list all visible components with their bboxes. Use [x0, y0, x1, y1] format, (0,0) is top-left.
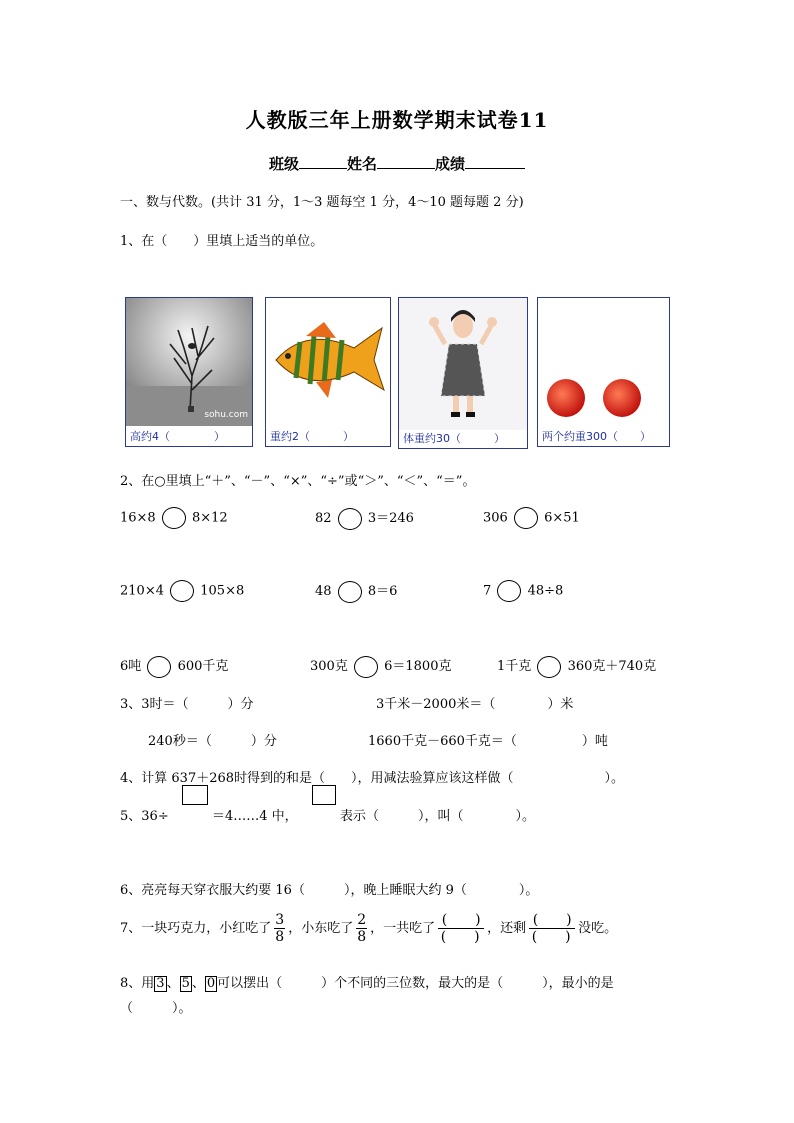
q7-text: ，小东吃了 [288, 921, 354, 936]
denominator: 8 [275, 929, 285, 945]
girl-image [399, 298, 527, 430]
compare-left: 16×8 [120, 510, 156, 526]
answer-fraction[interactable] [529, 912, 575, 945]
score-label: 成绩 [435, 155, 466, 173]
compare-left: 300克 [310, 659, 348, 674]
compare-right: 48÷8 [527, 583, 564, 599]
page-title: 人教版三年上册数学期末试卷11 [245, 108, 549, 132]
answer-circle[interactable] [170, 580, 194, 602]
tree-image [126, 298, 252, 446]
answer-circle[interactable] [162, 507, 186, 529]
separator: 、 [191, 976, 205, 991]
compare-left: 210×4 [120, 583, 164, 599]
question-5-part-2: ＝4……4 中， [212, 809, 298, 824]
answer-circle[interactable] [354, 656, 378, 678]
compare-left: 82 [315, 511, 332, 526]
class-blank[interactable] [299, 154, 347, 169]
question-3-line-2-left: 240秒＝（ ）分 [148, 734, 277, 749]
question-5-part-1: 5、36÷ [120, 809, 169, 824]
question-6: 6、亮亮每天穿衣服大约要 16（ ），晚上睡眠大约 9（ ）。 [120, 883, 539, 898]
compare-right: 8＝6 [367, 584, 398, 599]
fish-image [266, 298, 390, 428]
q7-text: 7、一块巧克力，小红吃了 [120, 921, 272, 936]
compare-item [497, 655, 656, 678]
denominator: ( ) [440, 929, 480, 945]
girl-caption: 体重约30（ ） [403, 432, 505, 445]
denominator: 8 [357, 929, 367, 945]
digit-card: 0 [206, 976, 216, 991]
compare-right: 105×8 [200, 583, 245, 599]
q8-text: 可以摆出（ ）个不同的三位数，最大的是（ ），最小的是 [217, 976, 614, 991]
digit-card: 3 [156, 976, 165, 991]
answer-box[interactable] [312, 785, 336, 805]
compare-right: 8×12 [192, 510, 228, 526]
girl-picture [398, 297, 528, 449]
answer-circle[interactable] [514, 507, 538, 529]
question-8-line-2: （ ）。 [120, 1001, 192, 1016]
question-8 [120, 972, 614, 992]
compare-item [483, 580, 563, 602]
digit-card: 5 [181, 976, 190, 991]
compare-right: 6＝1800克 [384, 659, 452, 674]
compare-left: 6吨 [120, 659, 142, 674]
question-3-line-1-left: 3、3时＝（ ）分 [120, 697, 254, 712]
numerator: ( ) [438, 912, 484, 929]
compare-item [120, 655, 228, 678]
fraction [356, 912, 367, 945]
numerator: 2 [357, 912, 367, 928]
q8-text: 8、用 [120, 976, 155, 991]
numerator: 3 [275, 912, 285, 928]
answer-circle[interactable] [147, 656, 171, 678]
compare-right: 600千克 [177, 659, 229, 674]
compare-right: 3＝246 [367, 511, 414, 526]
answer-box[interactable] [182, 785, 208, 805]
compare-item [120, 580, 244, 602]
compare-left: 48 [315, 584, 332, 599]
compare-item [483, 507, 580, 529]
denominator: ( ) [531, 929, 571, 945]
peaches-caption: 两个约重300（ ） [542, 430, 651, 443]
question-5-part-3: 表示（ ），叫（ ）。 [340, 809, 536, 824]
q7-text: 没吃。 [578, 921, 618, 936]
compare-item [315, 507, 414, 530]
question-3-line-2-right: 1660千克－660千克＝（ ）吨 [368, 734, 608, 749]
fish-caption: 重约2（ ） [270, 430, 354, 443]
name-label: 姓名 [346, 155, 377, 173]
question-2: 2、在○里填上“＋”、“－”、“×”、“÷”或“＞”、“＜”、“＝”。 [120, 474, 476, 489]
name-blank[interactable] [377, 154, 435, 169]
watermark: sohu.com [204, 410, 248, 420]
class-label: 班级 [268, 155, 299, 173]
fish-picture [265, 297, 391, 447]
question-1: 1、在（ ）里填上适当的单位。 [120, 234, 324, 249]
section-heading: 一、数与代数。(共计 31 分，1～3 题每空 1 分，4～10 题每题 2 分) [120, 195, 524, 210]
answer-fraction[interactable] [438, 912, 484, 945]
tree-caption: 高约4（ ） [130, 430, 225, 443]
compare-right: 360克＋740克 [567, 659, 657, 674]
compare-left: 7 [483, 583, 492, 599]
compare-item [120, 507, 228, 529]
numerator: ( ) [529, 912, 575, 929]
tree-picture [125, 297, 253, 447]
compare-left: 306 [483, 510, 508, 526]
compare-item [310, 655, 451, 678]
score-blank[interactable] [465, 154, 525, 169]
question-4: 4、计算 637＋268时得到的和是（ ），用减法验算应该这样做（ ）。 [120, 771, 625, 786]
compare-right: 6×51 [544, 510, 580, 526]
student-info-line [0, 153, 794, 174]
peaches-picture [537, 297, 670, 447]
compare-item [315, 580, 397, 603]
question-7 [120, 912, 617, 945]
separator: 、 [166, 976, 180, 991]
compare-left: 1千克 [497, 659, 532, 674]
q7-text: ，一共吃了 [370, 921, 436, 936]
answer-circle[interactable] [497, 580, 521, 602]
q7-text: ，还剩 [487, 921, 527, 936]
answer-circle[interactable] [338, 508, 362, 530]
answer-circle[interactable] [537, 656, 561, 678]
fraction [274, 912, 285, 945]
answer-circle[interactable] [338, 581, 362, 603]
question-3-line-1-right: 3千米－2000米＝（ ）米 [376, 697, 574, 712]
peaches-image [538, 298, 669, 428]
